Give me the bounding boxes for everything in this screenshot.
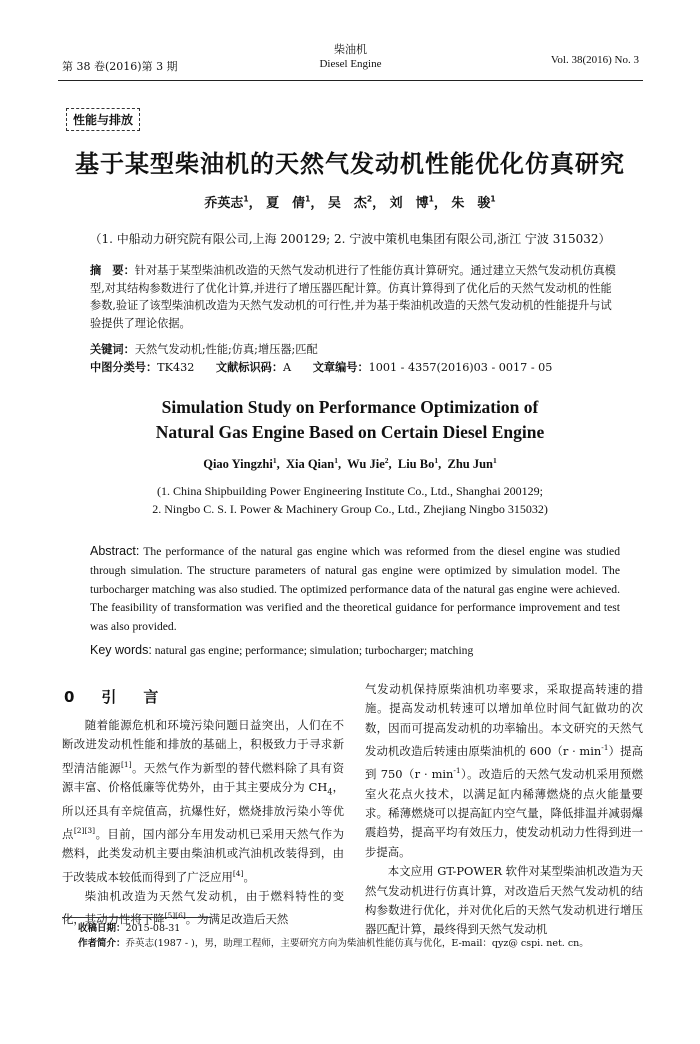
superscript: -1 bbox=[601, 743, 609, 753]
title-en bbox=[0, 395, 700, 445]
author-cn: 夏 倩 bbox=[266, 196, 306, 211]
author-sup: 1 bbox=[305, 194, 311, 204]
article-no-value: 1001 - 4357(2016)03 - 0017 - 05 bbox=[368, 361, 553, 374]
author-sup: 2 bbox=[366, 194, 373, 204]
keywords-en-text: natural gas engine; performance; simulation; turbocharger; matching bbox=[154, 644, 474, 657]
header-journal-en: Diesel Engine bbox=[319, 58, 382, 70]
header-rule bbox=[58, 80, 643, 81]
received-date: 2015-08-31 bbox=[125, 923, 181, 934]
abstract-en-label: Abstract: bbox=[90, 544, 140, 558]
abstract-cn-label: 摘 要： bbox=[90, 264, 135, 277]
running-header bbox=[58, 40, 643, 76]
body-text: ）提高到 750（r · min bbox=[365, 744, 643, 782]
author-sup: 1 bbox=[243, 194, 249, 204]
clc-value: TK432 bbox=[157, 361, 195, 374]
author-en: Wu Jie bbox=[347, 457, 385, 472]
citation: [2][3] bbox=[73, 826, 96, 836]
abstract-cn-text: 针对基于某型柴油机改造的天然气发动机进行了性能仿真计算研究。通过建立天然气发动机仿真模型,对其结构参数进行了优化计算,并进行了增压器匹配计算。仿真计算得到了优化后的天然气发动机的性能参数,验证了该型柴油机改造为天然气发动机的可行性,并为基于柴油机改造的天然气发动机的性能提升与试验提供了理论依据。 bbox=[90, 264, 616, 330]
author-sup: 2 bbox=[384, 456, 389, 465]
author-en: Zhu Jun bbox=[447, 457, 494, 472]
body-paragraph bbox=[365, 680, 643, 862]
doc-code-label: 文献标识码： bbox=[215, 361, 284, 374]
abstract-en-text: The performance of the natural gas engine which was reformed from the diesel engine was studied through simulation. The structure parameters of natural gas engine were optimized by simulation model. The turbocharger matching was also studied. The optimized performance data of the natural gas engine were achieved. The feasibility of transformation was verified and the theoretical guidance for performance improvement and test was also provided. bbox=[90, 545, 620, 634]
keywords-en-label: Key words: bbox=[90, 643, 152, 657]
affiliation-en-line-1: (1. China Shipbuilding Power Engineering Institute Co., Ltd., Shanghai 200129; bbox=[157, 484, 543, 498]
author-cn: 刘 博 bbox=[389, 196, 429, 211]
footnote-rule bbox=[62, 917, 212, 918]
header-volume-cn: 第 38 卷(2016)第 3 期 bbox=[62, 60, 178, 73]
doc-code-value: A bbox=[283, 361, 292, 374]
author-en: Xia Qian bbox=[285, 457, 335, 472]
affiliation-cn: （1. 中船动力研究院有限公司,上海 200129; 2. 宁波中策机电集团有限公司,浙江 宁波 315032） bbox=[89, 232, 611, 246]
author-cn: 朱 骏 bbox=[451, 196, 491, 211]
authors-cn: 乔英志$^1$， 夏 倩$^1$， 吴 杰$^2$， 刘 博$^1$， 朱 骏$^1$ bbox=[204, 194, 496, 211]
title-en-line-2: Natural Gas Engine Based on Certain Diesel Engine bbox=[155, 422, 545, 442]
body-text: 柴油机改造为天然气发动机，由于燃料特性的变化，其动力性将下降 bbox=[62, 888, 344, 927]
title-cn: 基于某型柴油机的天然气发动机性能优化仿真研究 bbox=[75, 150, 625, 178]
keywords-cn-text: 天然气发动机;性能;仿真;增压器;匹配 bbox=[134, 343, 318, 356]
header-journal-cn: 柴油机 bbox=[334, 43, 367, 56]
keywords-cn bbox=[90, 341, 618, 357]
footnote-author bbox=[78, 936, 638, 951]
article-meta bbox=[90, 359, 618, 375]
keywords-cn-label: 关键词： bbox=[90, 343, 135, 356]
author-cn: 吴 杰 bbox=[327, 196, 367, 211]
body-column-left bbox=[62, 716, 344, 930]
author-sup: 1 bbox=[334, 456, 338, 465]
abstract-en bbox=[90, 542, 620, 637]
body-text: ）。改造后的天然气发动机采用预燃室火花点火技术，以满足缸内稀薄燃烧的点火能量要求。稀薄燃烧可以提高缸内空气量，降低排温并减弱爆震趋势，提高平均有效压力，使发动机动力性得到进一步提高。 bbox=[365, 767, 643, 859]
clc-label: 中图分类号： bbox=[90, 361, 158, 374]
author-bio: 乔英志(1987 - )，男，助理工程师，主要研究方向为柴油机性能仿真与优化，E-mail：qyz@ cspi. net. cn。 bbox=[125, 938, 589, 949]
author-sup: 1 bbox=[272, 456, 277, 465]
section-tag: 性能与排放 bbox=[66, 108, 140, 131]
author-cn: 乔英志 bbox=[204, 196, 244, 211]
subscript: 4 bbox=[327, 787, 333, 797]
author-sup: 1 bbox=[493, 456, 497, 465]
received-label: 收稿日期： bbox=[78, 923, 126, 934]
abstract-cn bbox=[90, 262, 618, 332]
keywords-en bbox=[90, 643, 620, 657]
body-text: 。天然气作为新型的替代燃料除了具有资源丰富、价格低廉等优势外，由于其主要成分为 CH bbox=[62, 760, 344, 795]
body-text: 。 bbox=[243, 869, 255, 884]
author-sup: 1 bbox=[490, 194, 496, 204]
body-paragraph: 本文应用 GT-POWER 软件对某型柴油机改造为天然气发动机进行仿真计算，对改造后天然气发动机的结构参数进行优化，并对优化后的天然气发动机进行增压器匹配计算，最终得到天然气发动机 bbox=[365, 864, 643, 937]
author-bio-label: 作者简介： bbox=[78, 938, 126, 949]
superscript: -1 bbox=[453, 766, 461, 776]
header-volume-en: Vol. 38(2016) No. 3 bbox=[550, 54, 639, 66]
authors-en: Qiao Yingzhi$^1$, Xia Qian$^1$, Wu Jie$^2$, Liu Bo$^1$, Zhu Jun$^1$ bbox=[203, 456, 497, 472]
body-text: 气发动机保持原柴油机功率要求，采取提高转速的措施。提高发动机转速可以增加单位时间气缸做功的次数，因而可提高发动机的功率输出。本文研究的天然气发动机改造后转速由原柴油机的 600（r · min bbox=[365, 682, 643, 759]
article-no-label: 文章编号： bbox=[312, 361, 369, 374]
author-en: Qiao Yingzhi bbox=[203, 457, 273, 472]
affiliation-en-line-2: 2. Ningbo C. S. I. Power & Machinery Group Co., Ltd., Zhejiang Ningbo 315032) bbox=[152, 502, 548, 516]
affiliation-en bbox=[0, 482, 700, 518]
author-sup: 1 bbox=[434, 456, 439, 465]
citation: [5][6] bbox=[164, 911, 186, 921]
body-text: 随着能源危机和环境污染问题日益突出，人们在不断改进发动机性能和排放的基础上，积极致力于寻求新型清洁能源 bbox=[62, 718, 344, 775]
footnote bbox=[78, 921, 638, 951]
body-text: ，所以还具有辛烷值高，抗爆性好，燃烧排放污染小等优点 bbox=[62, 780, 344, 841]
section-heading: 0 引 言 bbox=[64, 688, 165, 706]
footnote-received bbox=[78, 921, 638, 936]
body-text: 。目前，国内部分车用发动机已采用天然气作为燃料，此类发动机主要由柴油机或汽油机改装得到，由于改装成本较低而得到了广泛应用 bbox=[62, 826, 344, 884]
author-sup: 1 bbox=[428, 194, 434, 204]
author-en: Liu Bo bbox=[397, 457, 435, 472]
body-paragraph bbox=[62, 716, 344, 887]
body-text: 。为满足改造后天然 bbox=[185, 912, 289, 927]
citation: [4] bbox=[232, 868, 244, 878]
title-en-line-1: Simulation Study on Performance Optimization of bbox=[161, 397, 539, 417]
citation: [1] bbox=[121, 759, 132, 769]
body-column-right bbox=[365, 680, 643, 940]
